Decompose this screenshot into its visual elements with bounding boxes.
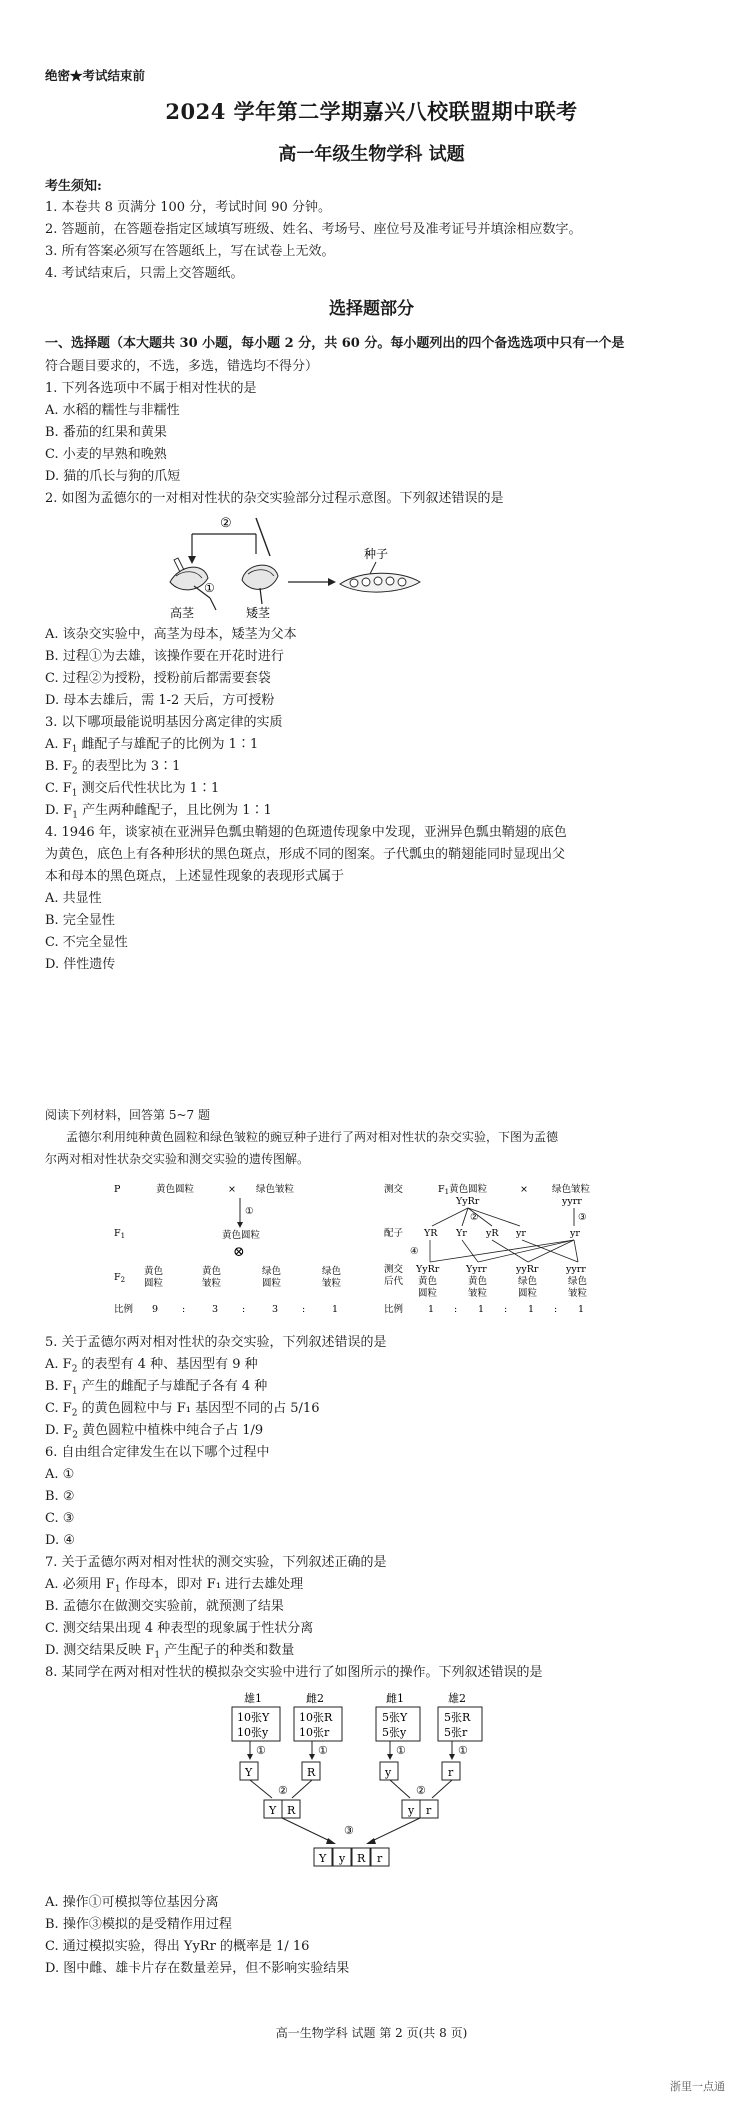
watermark: 浙里一点通 (670, 2080, 725, 2093)
cross-f2-top: 黄色 (202, 1266, 222, 1277)
test-offspring-geno: YyRr (416, 1264, 440, 1275)
notice-item: 1. 本卷共 8 页满分 100 分，考试时间 90 分钟。 (45, 200, 331, 215)
test-ratio: : (554, 1304, 558, 1315)
notice-item: 3. 所有答案必须写在答题纸上，写在试卷上无效。 (45, 244, 335, 259)
cross-f2-bot: 圆粒 (262, 1278, 282, 1289)
cross-f1-sub: 1 (120, 1232, 126, 1240)
q6-stem: 6. 自由组合定律发生在以下哪个过程中 (45, 1445, 270, 1460)
q3-option-c: C. $F_1$ 测交后代性状比为 1∶1 (45, 781, 220, 799)
q1-option-d: D. 猫的爪长与狗的爪短 (45, 469, 181, 484)
test-offspring-bot: 圆粒 (418, 1288, 438, 1299)
q1-option-b: B. 番茄的红果和黄果 (45, 425, 167, 440)
cross-f2-top: 绿色 (262, 1266, 282, 1277)
test-ratio: : (504, 1304, 508, 1315)
test-offspring-bot: 皱粒 (468, 1288, 488, 1299)
cross-ratio: : (302, 1304, 306, 1315)
q8-pick: Y (245, 1766, 253, 1779)
cross-times: × (228, 1184, 236, 1195)
q2-option-b: B. 过程①为去雄，该操作要在开花时进行 (45, 649, 284, 664)
q4-option-d: D. 伴性遗传 (45, 957, 116, 972)
cross-ratio: 9 (152, 1304, 159, 1315)
cross-f2-bot: 皱粒 (202, 1278, 222, 1289)
q1-option-c: C. 小麦的早熟和晚熟 (45, 447, 167, 462)
q2-option-d: D. 母本去雄后，需 1-2 天后，方可授粉 (45, 693, 275, 708)
q8-final: y (339, 1852, 346, 1865)
test-mark4: ④ (410, 1246, 419, 1257)
cross-f2-sub: 2 (120, 1276, 126, 1284)
part-intro-line2: 符合题目要求的，不选，多选，错选均不得分） (45, 359, 319, 374)
part-intro-line1: 一、选择题（本大题共 30 小题，每小题 2 分，共 60 分。每小题列出的四个备选选项中只有一个是 (45, 336, 625, 351)
q8-mark1: ① (256, 1744, 266, 1757)
test-gamete-right: yr (570, 1228, 580, 1239)
test-gamete-label: 配子 (384, 1228, 404, 1239)
q2-stem: 2. 如图为孟德尔的一对相对性状的杂交实验部分过程示意图。下列叙述错误的是 (45, 491, 504, 506)
test-mark3: ③ (578, 1212, 587, 1223)
test-offspring-bot: 圆粒 (518, 1288, 538, 1299)
test-left-pheno: 黄色圆粒 (449, 1184, 488, 1195)
q4-stem-line: 4. 1946 年，谈家祯在亚洲异色瓢虫鞘翅的色斑遗传现象中发现，亚洲异色瓢虫鞘翅的底色 (45, 825, 567, 840)
q5-option-a: A. $F_2$ 的表型有 4 种、基因型有 9 种 (45, 1357, 258, 1375)
q5-option-c: C. $F_2$ 的黄色圆粒中与 F₁ 基因型不同的占 5/16 (45, 1401, 320, 1419)
q8-option-d: D. 图中雌、雄卡片存在数量差异，但不影响实验结果 (45, 1961, 350, 1976)
test-left-geno: YyRr (456, 1196, 480, 1207)
q8-option-b: B. 操作③模拟的是受精作用过程 (45, 1917, 232, 1932)
cross-ratio-label: 比例 (114, 1304, 134, 1315)
cross-f2-label: F (114, 1272, 121, 1283)
part-intro (45, 333, 624, 356)
q6-option-b: B. ② (45, 1489, 75, 1504)
q2-option-a: A. 该杂交实验中，高茎为母本，矮茎为父本 (45, 627, 297, 642)
cross-ratio: 3 (212, 1304, 219, 1315)
q8-box-line: 5张Y (382, 1711, 408, 1724)
cross-f1-label: F (114, 1228, 121, 1239)
q8-box-line: 5张r (444, 1726, 468, 1739)
q8-mark2: ② (416, 1784, 426, 1797)
q4-option-c: C. 不完全显性 (45, 935, 128, 950)
q6-option-c: C. ③ (45, 1511, 75, 1526)
q4-option-a: A. 共显性 (45, 891, 102, 906)
test-right-geno: yyrr (562, 1196, 582, 1207)
q4-option-b: B. 完全显性 (45, 913, 115, 928)
q1-stem: 1. 下列各选项中不属于相对性状的是 (45, 381, 257, 396)
test-right-pheno: 绿色皱粒 (552, 1184, 591, 1195)
test-ratio: 1 (428, 1304, 435, 1315)
q7-option-b: B. 孟德尔在做测交实验前，就预测了结果 (45, 1599, 284, 1614)
q8-pair-right: r (426, 1804, 432, 1817)
test-gamete: YR (424, 1228, 438, 1239)
notice-heading: 考生须知: (45, 179, 102, 194)
q8-mark1: ① (318, 1744, 328, 1757)
cross-selfing-symbol: ⊗ (233, 1244, 245, 1260)
q8-final: R (357, 1852, 366, 1865)
q8-box-line: 10张r (299, 1726, 330, 1739)
q8-final: r (377, 1852, 383, 1865)
cross-f1-pheno: 黄色圆粒 (222, 1230, 261, 1241)
q1-option-a: A. 水稻的糯性与非糯性 (45, 403, 180, 418)
dihybrid-cross-diagram (110, 1176, 380, 1322)
confidential-label: 绝密★考试结束前 (45, 68, 146, 83)
test-offspring-label1: 测交 (384, 1264, 404, 1275)
q8-box-line: 10张Y (237, 1711, 270, 1724)
section-title: 选择题部分 (329, 299, 414, 319)
svg-text:F1黄色圆粒 (438, 1183, 488, 1196)
test-ratio: 1 (578, 1304, 585, 1315)
cross-ratio: 3 (272, 1304, 279, 1315)
test-offspring-top: 绿色 (568, 1276, 588, 1287)
q8-option-a: A. 操作①可模拟等位基因分离 (45, 1895, 219, 1910)
q8-pick: y (385, 1766, 392, 1779)
q8-box-title: 雌1 (386, 1692, 404, 1705)
test-offspring-geno: Yyrr (466, 1264, 487, 1275)
cross-f2-bot: 皱粒 (322, 1278, 342, 1289)
svg-text:F2 (114, 1272, 125, 1284)
test-offspring-geno: yyrr (566, 1264, 586, 1275)
test-left-sub: 1 (444, 1188, 450, 1196)
q8-pair-right: y (408, 1804, 415, 1817)
test-label: 测交 (384, 1184, 404, 1195)
test-offspring-label2: 后代 (384, 1276, 404, 1287)
cross-ratio: : (182, 1304, 186, 1315)
q7-option-a: A. 必须用 $F_1$ 作母本，即对 F₁ 进行去雄处理 (45, 1577, 304, 1595)
material-line: 尔两对相对性状杂交实验和测交实验的遗传图解。 (45, 1152, 310, 1166)
q2-fig-right-label: 矮茎 (246, 606, 271, 620)
q7-option-c: C. 测交结果出现 4 种表型的现象属于性状分离 (45, 1621, 314, 1636)
q8-box-title: 雌2 (306, 1692, 324, 1705)
q2-fig-left-label: 高茎 (170, 606, 195, 620)
svg-text:F1 (114, 1228, 125, 1240)
q6-option-d: D. ④ (45, 1533, 75, 1548)
test-ratio: 1 (528, 1304, 535, 1315)
q8-pick: R (307, 1766, 316, 1779)
q8-option-c: C. 通过模拟实验，得出 YyRr 的概率是 1/ 16 (45, 1939, 310, 1954)
test-mark2: ② (470, 1212, 479, 1223)
cross-f2-bot: 圆粒 (144, 1278, 164, 1289)
q8-box-line: 5张R (444, 1711, 471, 1724)
q7-option-d: D. 测交结果反映 $F_1$ 产生配子的种类和数量 (45, 1643, 295, 1661)
test-ratio: 1 (478, 1304, 485, 1315)
test-offspring-top: 黄色 (418, 1276, 438, 1287)
cross-ratio: 1 (332, 1304, 339, 1315)
cross-p-label: P (114, 1184, 121, 1195)
q8-box-title: 雄2 (448, 1692, 466, 1705)
cross-mark1: ① (245, 1206, 254, 1217)
q5-option-d: D. $F_2$ 黄色圆粒中植株中纯合子占 1/9 (45, 1423, 264, 1441)
q8-pair-left: R (287, 1804, 296, 1817)
q8-simulation-figure (220, 1690, 520, 1880)
notice-item: 2. 答题前，在答题卷指定区域填写班级、姓名、考场号、座位号及准考证号并填涂相应数字。 (45, 222, 582, 237)
q8-box-line: 10张y (237, 1726, 269, 1739)
cross-p-right: 绿色皱粒 (256, 1184, 295, 1195)
exam-subtitle: 高一年级生物学科 试题 (278, 144, 465, 165)
cross-ratio: : (242, 1304, 246, 1315)
q5-option-b: B. $F_1$ 产生的雌配子与雄配子各有 4 种 (45, 1379, 268, 1397)
material-line: 孟德尔利用纯种黄色圆粒和绿色皱粒的豌豆种子进行了两对相对性状的杂交实验，下图为孟德 (66, 1130, 559, 1144)
test-gamete: yR (486, 1228, 499, 1239)
material-heading: 阅读下列材料，回答第 5~7 题 (45, 1108, 210, 1122)
q4-stem-line: 为黄色，底色上有各种形状的黑色斑点，形成不同的图案。子代瓢虫的鞘翅能同时显现出父 (45, 847, 566, 862)
q8-box-title: 雄1 (244, 1692, 262, 1705)
test-cross-diagram (380, 1176, 620, 1322)
test-gamete: yr (516, 1228, 526, 1239)
test-left-f: F (438, 1184, 445, 1195)
q5-stem: 5. 关于孟德尔两对相对性状的杂交实验，下列叙述错误的是 (45, 1335, 387, 1350)
q8-box-line: 10张R (299, 1711, 333, 1724)
q3-option-d: D. $F_1$ 产生两种雌配子，且比例为 1∶1 (45, 803, 272, 821)
cross-f2-top: 绿色 (322, 1266, 342, 1277)
q2-fig-mark1: ① (204, 581, 215, 595)
test-offspring-top: 绿色 (518, 1276, 538, 1287)
q3-option-a: A. $F_1$ 雌配子与雄配子的比例为 1∶1 (45, 737, 259, 755)
q8-mark1: ① (396, 1744, 406, 1757)
test-gamete: Yr (456, 1228, 467, 1239)
q2-pollination-figure (150, 512, 450, 620)
test-offspring-geno: yyRr (516, 1264, 539, 1275)
q3-option-b: B. $F_2$ 的表型比为 3∶1 (45, 759, 181, 777)
test-offspring-top: 黄色 (468, 1276, 488, 1287)
q4-stem-line: 本和母本的黑色斑点，上述显性现象的表现形式属于 (45, 869, 345, 884)
test-ratio: : (454, 1304, 458, 1315)
q7-stem: 7. 关于孟德尔两对相对性状的测交实验，下列叙述正确的是 (45, 1555, 387, 1570)
q8-mark1: ① (458, 1744, 468, 1757)
q3-stem: 3. 以下哪项最能说明基因分离定律的实质 (45, 715, 283, 730)
q8-stem: 8. 某同学在两对相对性状的模拟杂交实验中进行了如图所示的操作。下列叙述错误的是 (45, 1665, 543, 1680)
q2-fig-mark2: ② (220, 516, 232, 531)
q8-pair-left: Y (269, 1804, 277, 1817)
q2-option-c: C. 过程②为授粉，授粉前后都需要套袋 (45, 671, 271, 686)
q8-final: Y (319, 1852, 327, 1865)
q6-option-a: A. ① (45, 1467, 75, 1482)
q8-mark2: ② (278, 1784, 288, 1797)
q8-box-line: 5张y (382, 1726, 407, 1739)
q8-mark3: ③ (344, 1824, 354, 1837)
test-ratio-label: 比例 (384, 1304, 404, 1315)
test-offspring-bot: 皱粒 (568, 1288, 588, 1299)
exam-title: 2024 学年第二学期嘉兴八校联盟期中联考 (165, 99, 578, 124)
cross-p-left: 黄色圆粒 (156, 1184, 195, 1195)
test-times: × (520, 1184, 528, 1195)
q2-fig-seed-label: 种子 (364, 547, 389, 561)
cross-f2-top: 黄色 (144, 1266, 164, 1277)
q8-pick: r (448, 1766, 454, 1779)
page-footer: 高一生物学科 试题 第 2 页(共 8 页) (275, 2026, 468, 2040)
notice-item: 4. 考试结束后，只需上交答题纸。 (45, 266, 244, 281)
